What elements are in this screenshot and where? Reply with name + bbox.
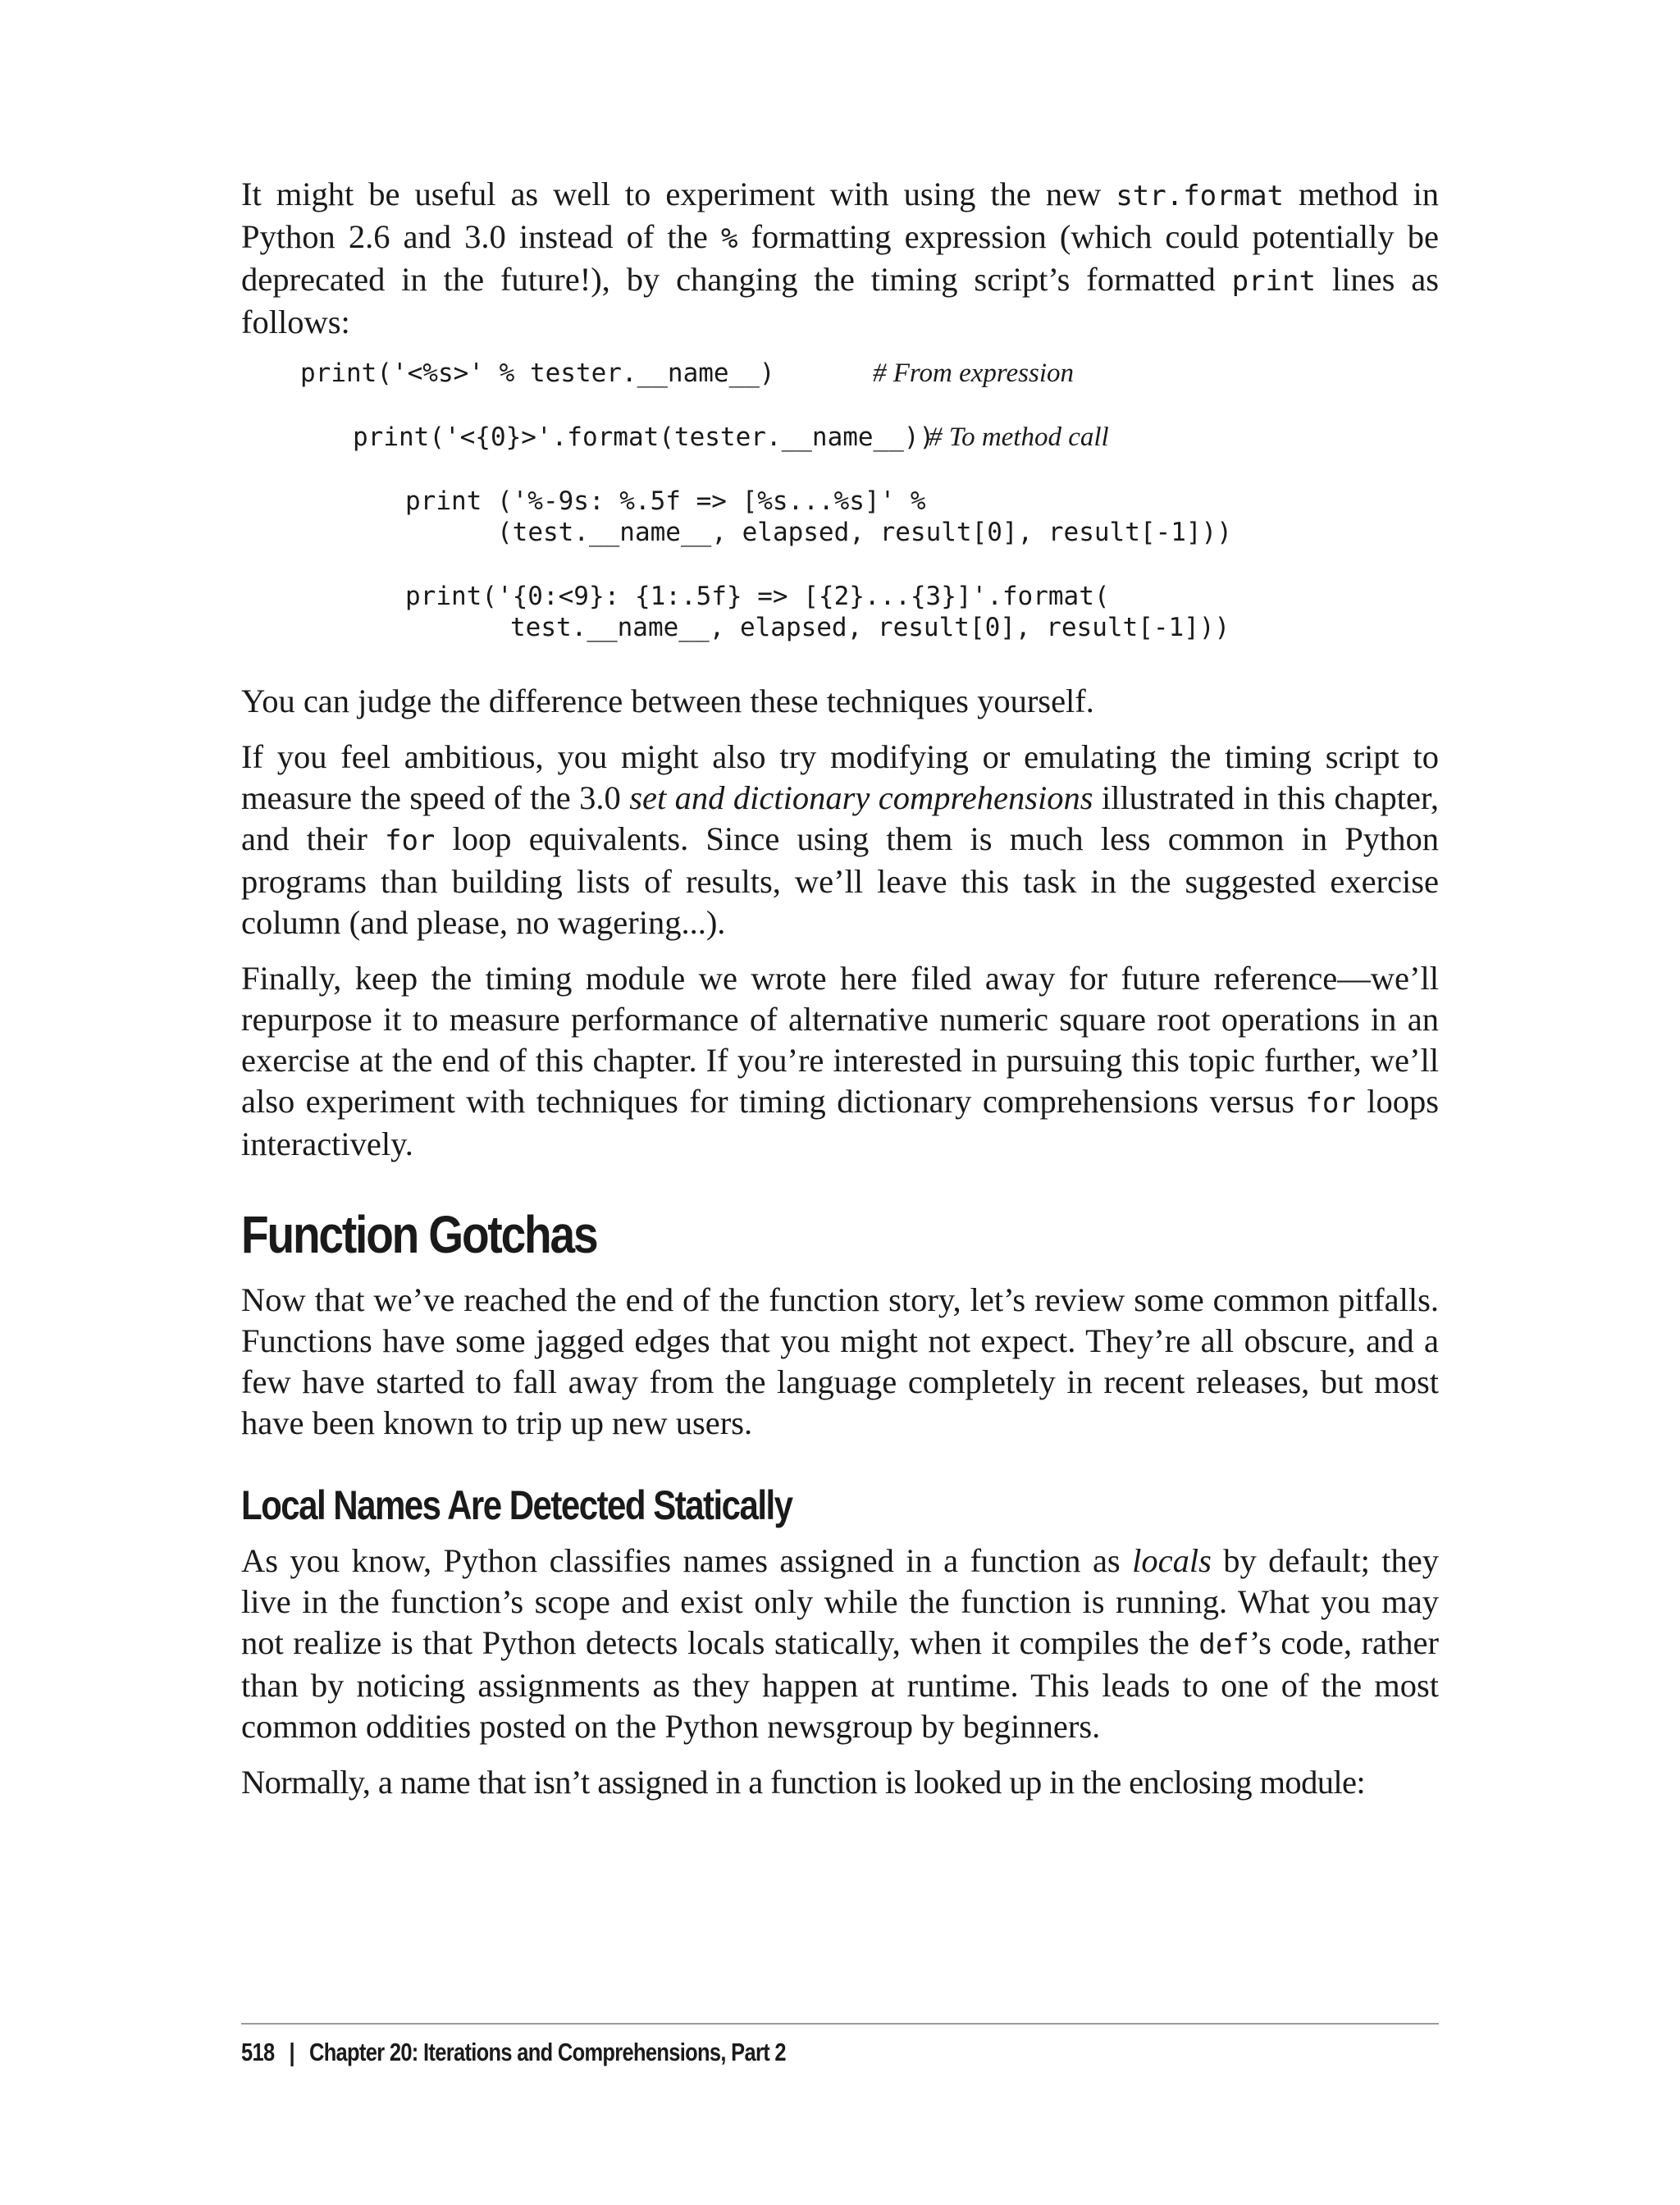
paragraph-ambitious bbox=[241, 737, 1439, 943]
chapter-title: Chapter 20: Iterations and Comprehensions, Part 2 bbox=[308, 2038, 786, 2066]
paragraph-normally: Normally, a name that isn’t assigned in a function is looked up in the enclosing module: bbox=[241, 1764, 1366, 1801]
code-block bbox=[241, 358, 1439, 671]
inline-code-for: for bbox=[1305, 1087, 1356, 1120]
page-content bbox=[241, 174, 1439, 2159]
code-line-2: print('<{0}>'.format(tester.__name__)) bbox=[353, 422, 935, 452]
paragraph-pitfalls: Now that we’ve reached the end of the function story, let’s review some common pitfalls. Functions have some jagged edges that you might not expect. They’re all obscure, and a few have started to fall away from the language completely in recent releases, but most have been known to trip up new users. bbox=[241, 1281, 1439, 1441]
text-run: If you feel ambitious, you might also try modifying or emulating the timing script to measure the speed of the 3.0 bbox=[241, 738, 1439, 816]
code-comment-1: # From expression bbox=[873, 358, 1075, 388]
code-comment-2: # To method call bbox=[929, 422, 1109, 452]
text-run: illustrated in this chapter, and their bbox=[241, 779, 1439, 857]
inline-code-print: print bbox=[1231, 265, 1316, 298]
text-run: Finally, keep the timing module we wrote here filed away for future reference—we’ll repurpose it to measure performance of alternative numeric square root operations in an exercise at the end of this chapter. If you’re interested in pursuing this topic further, we’ll also experiment with techniques for timing dictionary comprehensions versus bbox=[241, 960, 1439, 1120]
paragraph-timing-module bbox=[241, 958, 1439, 1165]
text-run: by default; they live in the function’s scope and exist only while the function is running. What you may not realize is that Python detects locals statically, when it compiles the bbox=[241, 1542, 1439, 1661]
paragraph-str-format bbox=[241, 174, 1439, 343]
footer-rule bbox=[241, 2023, 1439, 2025]
text-run: formatting expression (which could potentially be deprecated in the future!), by changing the timing script’s formatted bbox=[241, 218, 1439, 298]
paragraph-judge-difference: You can judge the difference between these techniques yourself. bbox=[241, 682, 1094, 719]
paragraph-locals bbox=[241, 1541, 1439, 1747]
text-run: As you know, Python classifies names assigned in a function as bbox=[241, 1542, 1133, 1579]
inline-code-def: def bbox=[1198, 1628, 1249, 1661]
emphasis-locals: locals bbox=[1132, 1542, 1212, 1579]
text-run: loop equivalents. Since using them is much less common in Python programs than building lists of results, we’ll leave this task in the suggested exercise column (and please, no wagering...). bbox=[241, 820, 1439, 941]
code-line-4: (test.__name__, elapsed, result[0], result[-1])) bbox=[497, 518, 1232, 547]
inline-code-str-format: str.format bbox=[1116, 180, 1285, 212]
page-number: 518 bbox=[241, 2038, 275, 2066]
code-line-5: print('{0:<9}: {1:.5f} => [{2}...{3}]'.format( bbox=[405, 582, 1110, 611]
emphasis-comprehensions: set and dictionary comprehensions bbox=[629, 779, 1093, 816]
text-run: It might be useful as well to experiment with using the new bbox=[241, 176, 1116, 212]
footer-separator: | bbox=[289, 2038, 294, 2066]
page-footer bbox=[241, 2038, 786, 2067]
inline-code-for: for bbox=[384, 824, 436, 857]
code-line-3: print ('%-9s: %.5f => [%s...%s]' % bbox=[405, 486, 926, 516]
code-line-6: test.__name__, elapsed, result[0], result[-1])) bbox=[510, 613, 1230, 642]
inline-code-percent: % bbox=[720, 222, 738, 255]
subsection-heading: Local Names Are Detected Statically bbox=[241, 1482, 792, 1528]
section-heading: Function Gotchas bbox=[241, 1205, 597, 1264]
text-run: loops interactively. bbox=[241, 1083, 1439, 1162]
text-run: ’s code, rather than by noticing assignments as they happen at runtime. This leads to one of the most common oddities posted on the Python newsgroup by beginners. bbox=[241, 1624, 1439, 1745]
text-run: lines as follows: bbox=[241, 261, 1440, 340]
text-run: method in Python 2.6 and 3.0 instead of the bbox=[241, 176, 1439, 255]
code-line-1: print('<%s>' % tester.__name__) bbox=[300, 358, 775, 388]
